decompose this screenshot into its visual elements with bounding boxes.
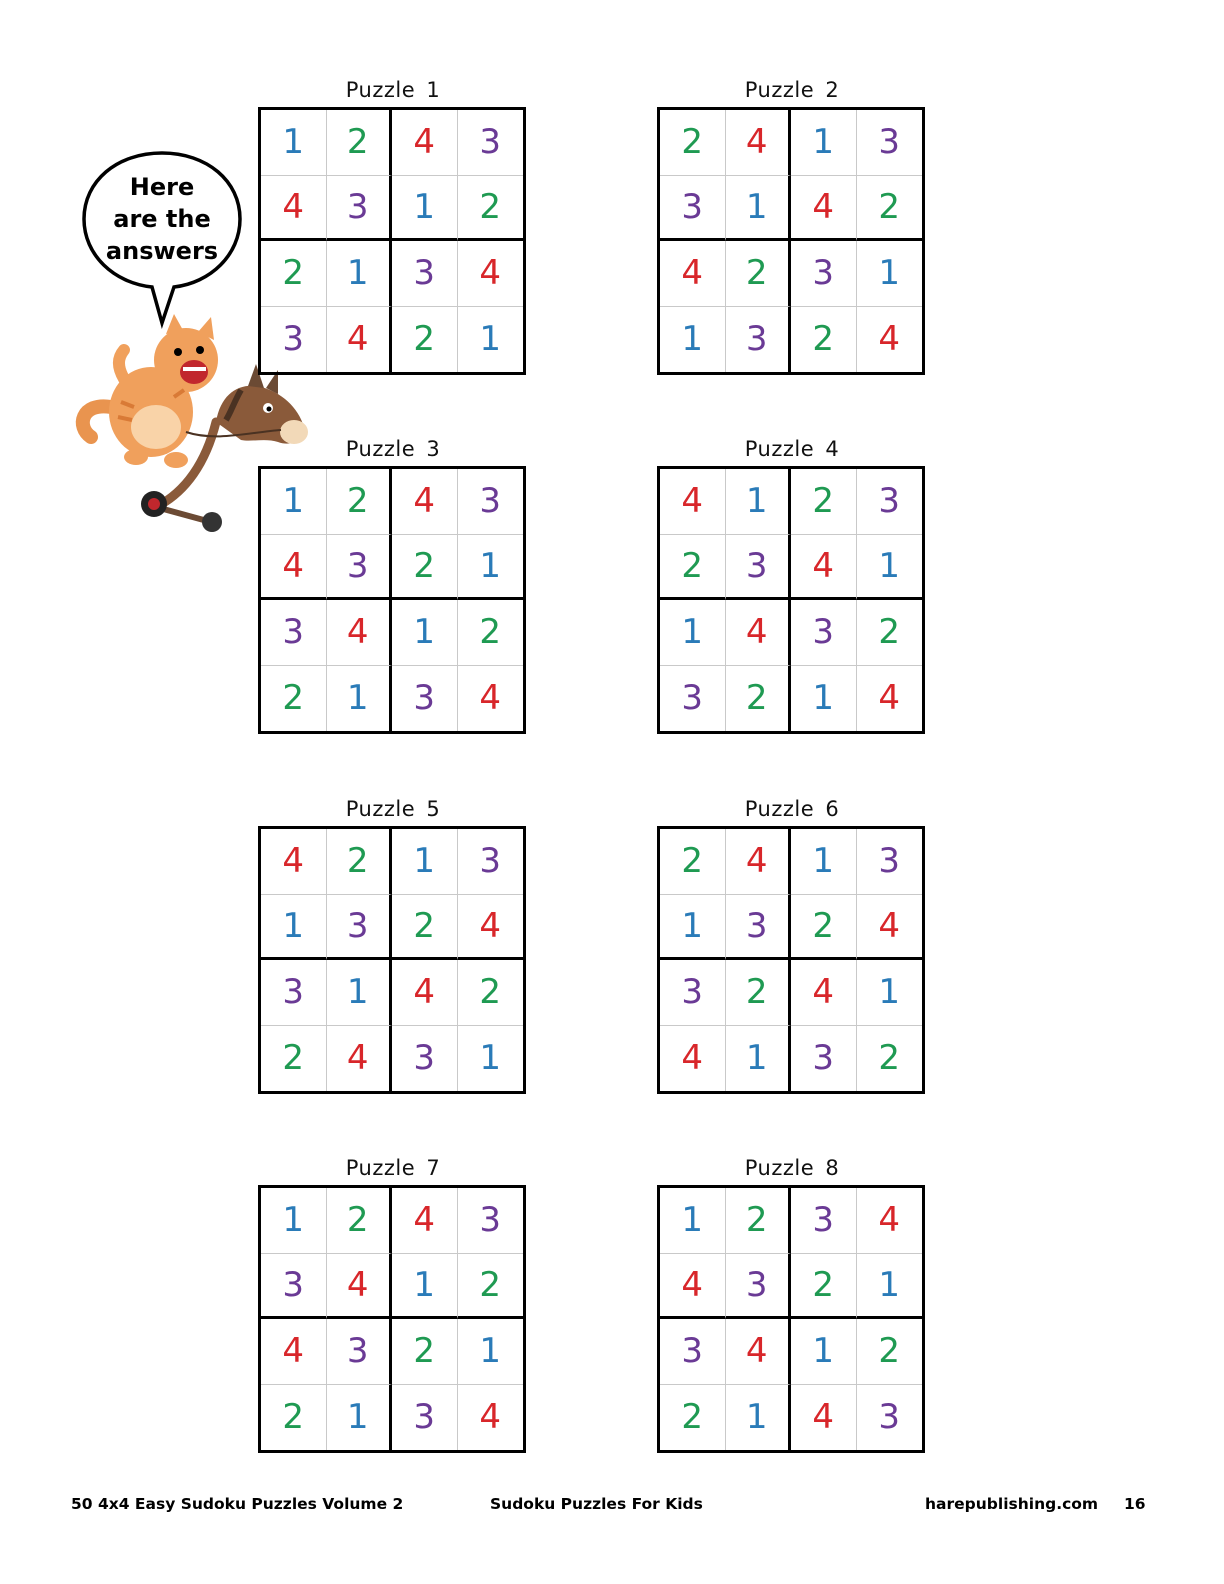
- sudoku-cell: 1: [261, 895, 327, 961]
- sudoku-cell: 1: [261, 110, 327, 176]
- puzzle-title: Puzzle 5: [345, 797, 441, 821]
- sudoku-cell: 3: [392, 666, 458, 732]
- sudoku-cell: 4: [726, 600, 792, 666]
- sudoku-cell: 4: [791, 535, 857, 601]
- sudoku-cell: 3: [458, 829, 524, 895]
- footer-series: Sudoku Puzzles For Kids: [490, 1495, 703, 1513]
- sudoku-cell: 4: [857, 1188, 923, 1254]
- sudoku-cell: 1: [726, 1385, 792, 1451]
- sudoku-cell: 4: [458, 241, 524, 307]
- sudoku-cell: 4: [791, 1385, 857, 1451]
- sudoku-cell: 3: [726, 535, 792, 601]
- sudoku-cell: 2: [327, 829, 393, 895]
- sudoku-cell: 1: [857, 535, 923, 601]
- sudoku-cell: 4: [878, 678, 901, 719]
- sudoku-cell: 2: [392, 1319, 458, 1385]
- bubble-line-2: are the: [113, 205, 211, 233]
- sudoku-cell: 1: [458, 1319, 524, 1385]
- sudoku-cell: 3: [327, 535, 393, 601]
- sudoku-cell: 3: [791, 241, 857, 307]
- sudoku-cell: 4: [327, 1254, 393, 1320]
- sudoku-grid: [657, 466, 925, 734]
- sudoku-cell: 2: [261, 241, 327, 307]
- sudoku-cell: 2: [392, 895, 458, 961]
- sudoku-cell: 2: [392, 535, 458, 601]
- sudoku-cell: 2: [327, 1188, 393, 1254]
- sudoku-cell: 2: [726, 1188, 792, 1254]
- puzzle-title: Puzzle 3: [345, 437, 441, 461]
- puzzle-title: Puzzle 6: [744, 797, 840, 821]
- sudoku-cell: 1: [327, 960, 393, 1026]
- page-number: 16: [1124, 1495, 1146, 1513]
- sudoku-cell: 4: [878, 319, 901, 360]
- sudoku-cell: 1: [392, 1254, 458, 1320]
- sudoku-cell: 2: [726, 960, 792, 1026]
- sudoku-cell: 1: [857, 960, 923, 1026]
- sudoku-cell: 2: [327, 110, 393, 176]
- sudoku-cell: 2: [392, 307, 458, 373]
- sudoku-cell: 1: [327, 241, 393, 307]
- sudoku-cell: 3: [458, 469, 524, 535]
- sudoku-cell: 3: [261, 1254, 327, 1320]
- sudoku-cell: 3: [327, 895, 393, 961]
- sudoku-cell: 3: [726, 895, 792, 961]
- sudoku-cell: 1: [726, 1026, 792, 1092]
- sudoku-cell: 2: [660, 110, 726, 176]
- sudoku-cell: 3: [660, 1319, 726, 1385]
- footer-book-title: 50 4x4 Easy Sudoku Puzzles Volume 2: [71, 1495, 404, 1513]
- speech-bubble: [82, 151, 242, 293]
- sudoku-cell: 1: [327, 1385, 393, 1451]
- footer-website: harepublishing.com: [925, 1495, 1099, 1513]
- sudoku-cell: 1: [261, 469, 327, 535]
- sudoku-cell: 4: [660, 241, 726, 307]
- bubble-line-1: Here: [129, 173, 195, 201]
- sudoku-cell: 2: [261, 1385, 327, 1451]
- sudoku-cell: 2: [857, 1319, 923, 1385]
- sudoku-cell: 1: [726, 469, 792, 535]
- sudoku-cell: 4: [261, 535, 327, 601]
- sudoku-cell: 2: [458, 1254, 524, 1320]
- sudoku-cell: 1: [726, 176, 792, 242]
- sudoku-cell: 3: [726, 1254, 792, 1320]
- sudoku-cell: 3: [458, 110, 524, 176]
- sudoku-cell: 1: [660, 600, 726, 666]
- sudoku-cell: 4: [660, 469, 726, 535]
- sudoku-cell: 4: [726, 1319, 792, 1385]
- sudoku-cell: 2: [261, 1026, 327, 1092]
- sudoku-cell: 2: [458, 960, 524, 1026]
- sudoku-cell: 1: [791, 666, 857, 732]
- sudoku-cell: 4: [458, 895, 524, 961]
- sudoku-cell: 4: [392, 469, 458, 535]
- sudoku-cell: 4: [479, 678, 502, 719]
- sudoku-cell: 3: [791, 600, 857, 666]
- sudoku-cell: 3: [261, 600, 327, 666]
- sudoku-cell: 4: [791, 176, 857, 242]
- sudoku-cell: 2: [458, 176, 524, 242]
- sudoku-cell: 2: [327, 469, 393, 535]
- sudoku-cell: 2: [660, 1385, 726, 1451]
- sudoku-grid: [258, 1185, 526, 1453]
- sudoku-cell: 1: [660, 1188, 726, 1254]
- puzzle-title: Puzzle 8: [744, 1156, 840, 1180]
- puzzle-title: Puzzle 2: [744, 78, 840, 102]
- sudoku-cell: 4: [726, 110, 792, 176]
- sudoku-cell: 3: [327, 1319, 393, 1385]
- sudoku-cell: 1: [791, 1319, 857, 1385]
- sudoku-cell: 1: [392, 176, 458, 242]
- sudoku-cell: 4: [327, 600, 393, 666]
- sudoku-cell: 3: [857, 110, 923, 176]
- sudoku-cell: 2: [261, 666, 327, 732]
- sudoku-cell: 4: [261, 176, 327, 242]
- sudoku-cell: 1: [791, 110, 857, 176]
- sudoku-cell: 4: [261, 829, 327, 895]
- sudoku-cell: 1: [660, 307, 726, 373]
- sudoku-cell: 1: [791, 829, 857, 895]
- sudoku-cell: 1: [392, 600, 458, 666]
- sudoku-cell: 4: [261, 1319, 327, 1385]
- sudoku-cell: 2: [458, 600, 524, 666]
- sudoku-cell: 3: [660, 960, 726, 1026]
- sudoku-cell: 2: [726, 666, 792, 732]
- sudoku-cell: 3: [660, 666, 726, 732]
- sudoku-grid: [657, 107, 925, 375]
- sudoku-cell: 2: [857, 600, 923, 666]
- sudoku-cell: 4: [857, 895, 923, 961]
- sudoku-cell: 4: [660, 1026, 726, 1092]
- sudoku-cell: 4: [791, 960, 857, 1026]
- sudoku-cell: 4: [392, 960, 458, 1026]
- sudoku-cell: 4: [327, 1026, 393, 1092]
- sudoku-cell: 1: [327, 666, 393, 732]
- puzzle-title: Puzzle 1: [345, 78, 441, 102]
- sudoku-cell: 3: [261, 960, 327, 1026]
- sudoku-cell: 3: [458, 1188, 524, 1254]
- sudoku-cell: 2: [791, 307, 857, 373]
- sudoku-cell: 4: [392, 1188, 458, 1254]
- sudoku-cell: 3: [726, 307, 792, 373]
- sudoku-cell: 3: [392, 1026, 458, 1092]
- sudoku-cell: 1: [479, 1038, 502, 1079]
- puzzle-title: Puzzle 7: [345, 1156, 441, 1180]
- sudoku-cell: 1: [458, 535, 524, 601]
- bubble-line-3: answers: [105, 237, 219, 265]
- sudoku-cell: 2: [878, 1038, 901, 1079]
- puzzle-title: Puzzle 4: [744, 437, 840, 461]
- sudoku-cell: 3: [857, 829, 923, 895]
- sudoku-cell: 4: [660, 1254, 726, 1320]
- sudoku-grid: [258, 107, 526, 375]
- sudoku-cell: 2: [660, 535, 726, 601]
- sudoku-cell: 4: [327, 307, 393, 373]
- sudoku-grid: [258, 826, 526, 1094]
- sudoku-cell: 2: [791, 1254, 857, 1320]
- sudoku-cell: 2: [857, 176, 923, 242]
- sudoku-cell: 2: [791, 469, 857, 535]
- sudoku-cell: 3: [261, 307, 327, 373]
- sudoku-cell: 3: [660, 176, 726, 242]
- sudoku-grid: [657, 1185, 925, 1453]
- sudoku-cell: 2: [791, 895, 857, 961]
- sudoku-cell: 3: [791, 1026, 857, 1092]
- sudoku-grid: [258, 466, 526, 734]
- sudoku-grid: [657, 826, 925, 1094]
- sudoku-cell: 3: [857, 469, 923, 535]
- sudoku-cell: 4: [479, 1397, 502, 1438]
- sudoku-cell: 4: [726, 829, 792, 895]
- sudoku-cell: 1: [261, 1188, 327, 1254]
- sudoku-cell: 3: [392, 241, 458, 307]
- sudoku-cell: 3: [791, 1188, 857, 1254]
- sudoku-cell: 1: [479, 319, 502, 360]
- sudoku-cell: 4: [392, 110, 458, 176]
- sudoku-cell: 2: [726, 241, 792, 307]
- sudoku-cell: 1: [392, 829, 458, 895]
- sudoku-cell: 1: [857, 241, 923, 307]
- sudoku-cell: 1: [660, 895, 726, 961]
- sudoku-cell: 3: [392, 1385, 458, 1451]
- sudoku-cell: 3: [327, 176, 393, 242]
- sudoku-cell: 2: [660, 829, 726, 895]
- sudoku-cell: 3: [878, 1397, 901, 1438]
- sudoku-cell: 1: [857, 1254, 923, 1320]
